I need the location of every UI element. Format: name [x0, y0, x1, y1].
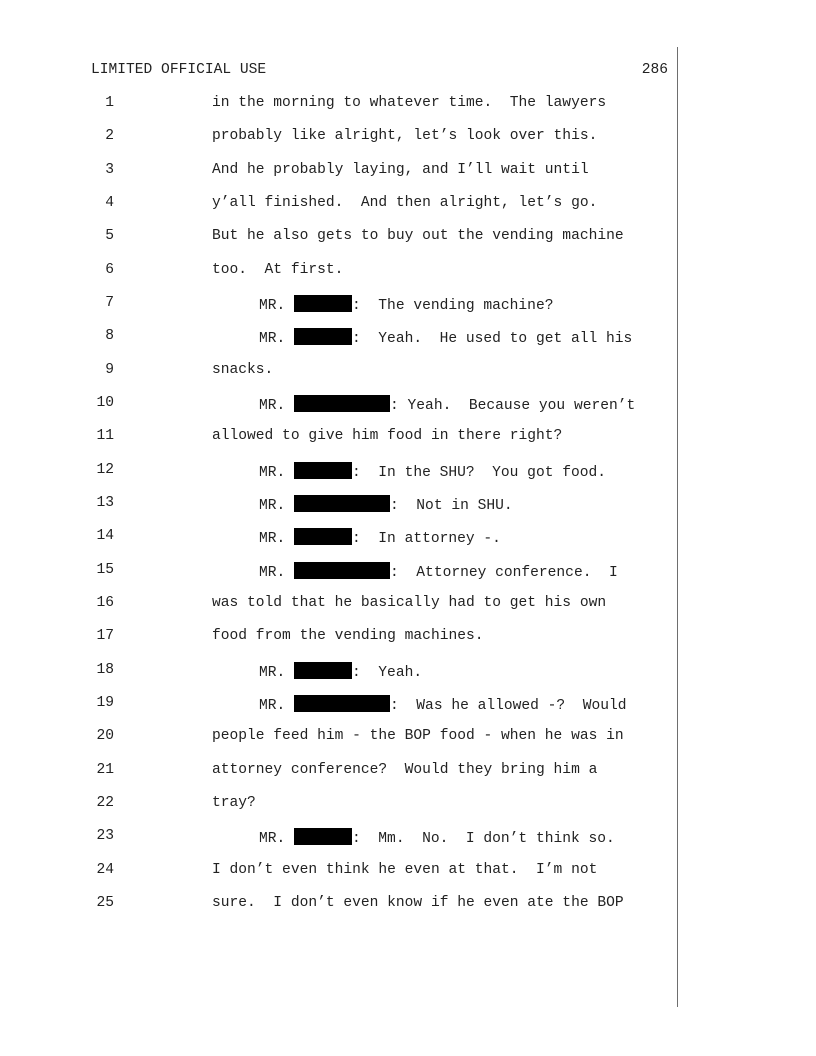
line-text: allowed to give him food in there right?: [212, 428, 563, 444]
transcript-line: [0, 228, 676, 248]
transcript-line: [0, 295, 676, 315]
line-number: 20: [96, 728, 114, 744]
line-text: was told that he basically had to get his own: [212, 595, 607, 611]
transcript-line: [0, 695, 676, 715]
line-text: tray?: [212, 795, 256, 811]
line-text: attorney conference? Would they bring him a: [212, 762, 598, 778]
transcript-line: [0, 562, 676, 582]
page-number: 286: [641, 62, 668, 78]
line-number: 21: [96, 762, 114, 778]
line-number: 12: [96, 462, 114, 478]
line-text: too. At first.: [212, 262, 344, 278]
line-number: 15: [96, 562, 114, 578]
line-number: 9: [105, 362, 114, 378]
transcript-line: [0, 795, 676, 815]
line-text: people feed him - the BOP food - when he was in: [212, 728, 624, 744]
line-number: 6: [105, 262, 114, 278]
line-text: MR. : Yeah. Because you weren’t: [259, 395, 635, 414]
line-text: I don’t even think he even at that. I’m not: [212, 862, 598, 878]
line-text: MR. : Mm. No. I don’t think so.: [259, 828, 615, 847]
redaction-block: [294, 662, 352, 679]
line-number: 14: [96, 528, 114, 544]
line-number: 25: [96, 895, 114, 911]
line-number: 23: [96, 828, 114, 844]
line-text: And he probably laying, and I’ll wait until: [212, 162, 589, 178]
transcript-line: [0, 95, 676, 115]
redaction-block: [294, 328, 352, 345]
line-number: 17: [96, 628, 114, 644]
line-text: MR. : Not in SHU.: [259, 495, 513, 514]
transcript-line: [0, 462, 676, 482]
line-number: 24: [96, 862, 114, 878]
line-number: 22: [96, 795, 114, 811]
transcript-line: [0, 628, 676, 648]
line-number: 10: [96, 395, 114, 411]
line-number: 3: [105, 162, 114, 178]
transcript-line: [0, 328, 676, 348]
line-number: 18: [96, 662, 114, 678]
redaction-block: [294, 695, 390, 712]
redaction-block: [294, 395, 390, 412]
transcript-line: [0, 428, 676, 448]
redaction-block: [294, 295, 352, 312]
transcript-line: [0, 595, 676, 615]
line-text: But he also gets to buy out the vending machine: [212, 228, 624, 244]
line-number: 13: [96, 495, 114, 511]
line-text: probably like alright, let’s look over this.: [212, 128, 598, 144]
line-text: MR. : Was he allowed -? Would: [259, 695, 627, 714]
transcript-line: [0, 728, 676, 748]
line-number: 11: [96, 428, 114, 444]
transcript-line: [0, 862, 676, 882]
line-text: MR. : Attorney conference. I: [259, 562, 618, 581]
transcript-line: [0, 828, 676, 848]
line-text: y’all finished. And then alright, let’s go.: [212, 195, 598, 211]
line-text: MR. : Yeah.: [259, 662, 422, 681]
transcript-line: [0, 128, 676, 148]
line-number: 1: [105, 95, 114, 111]
redaction-block: [294, 462, 352, 479]
redaction-block: [294, 562, 390, 579]
line-number: 19: [96, 695, 114, 711]
redaction-block: [294, 495, 390, 512]
line-text: MR. : Yeah. He used to get all his: [259, 328, 632, 347]
line-number: 2: [105, 128, 114, 144]
line-text: in the morning to whatever time. The lawyers: [212, 95, 607, 111]
redaction-block: [294, 528, 352, 545]
classification-header: LIMITED OFFICIAL USE: [91, 62, 267, 78]
line-text: sure. I don’t even know if he even ate the BOP: [212, 895, 624, 911]
transcript-line: [0, 895, 676, 915]
line-text: MR. : In attorney -.: [259, 528, 501, 547]
transcript-line: [0, 362, 676, 382]
transcript-line: [0, 495, 676, 515]
transcript-line: [0, 262, 676, 282]
transcript-line: [0, 528, 676, 548]
line-text: snacks.: [212, 362, 274, 378]
line-number: 5: [105, 228, 114, 244]
redaction-block: [294, 828, 352, 845]
right-margin-rule: [677, 47, 678, 1007]
line-text: MR. : The vending machine?: [259, 295, 553, 314]
line-number: 8: [105, 328, 114, 344]
transcript-line: [0, 195, 676, 215]
line-text: food from the vending machines.: [212, 628, 484, 644]
transcript-line: [0, 395, 676, 415]
transcript-line: [0, 762, 676, 782]
transcript-line: [0, 662, 676, 682]
line-number: 7: [105, 295, 114, 311]
line-text: MR. : In the SHU? You got food.: [259, 462, 606, 481]
line-number: 4: [105, 195, 114, 211]
transcript-line: [0, 162, 676, 182]
line-number: 16: [96, 595, 114, 611]
